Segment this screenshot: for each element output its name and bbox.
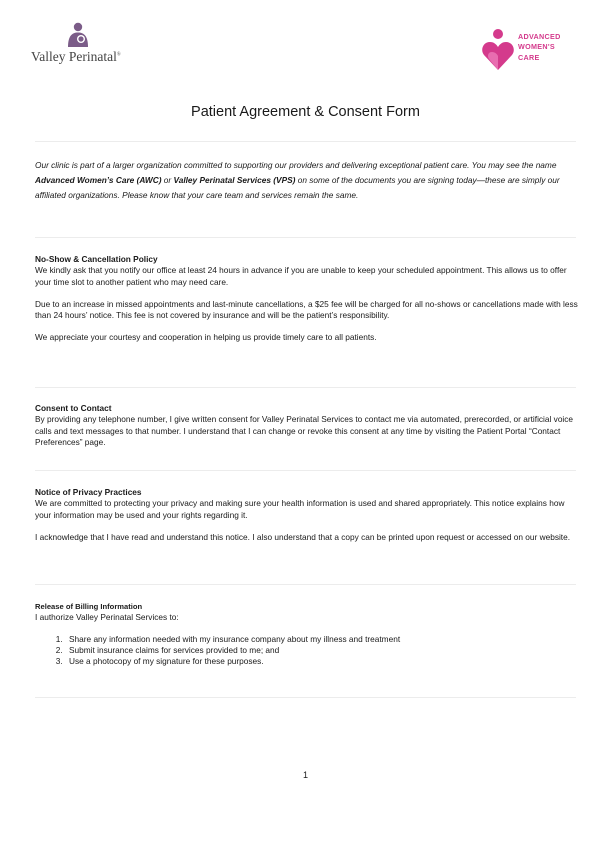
list-item: 2. Submit insurance claims for services provided to me; and (65, 645, 580, 656)
privacy-section (35, 487, 580, 554)
section-heading: Consent to Contact (35, 403, 112, 413)
page-number: 1 (302, 770, 308, 780)
page-title: Patient Agreement & Consent Form (191, 104, 420, 120)
no-show-section (35, 254, 580, 355)
billing-list (35, 634, 580, 668)
valley-perinatal-wordmark: Valley Perinatal® (31, 49, 121, 64)
list-item: 3. Use a photocopy of my signature for these purposes. (65, 656, 580, 667)
section-heading: Release of Billing Information (35, 602, 143, 611)
billing-section (35, 601, 580, 667)
section-paragraph: I acknowledge that I have read and understand this notice. I also understand that a copy can be printed upon request or accessed on our website. (35, 531, 571, 542)
divider (35, 387, 576, 388)
divider (35, 697, 576, 698)
divider (35, 141, 576, 142)
advanced-womens-care-logo (481, 28, 581, 74)
intro-paragraph: Our clinic is part of a larger organization committed to supporting our providers and delivering exceptional patient care. You may see the name Advanced Women’s Care (AWC) or Valley Perinatal Services (VPS) on some of the documents you are signing today—these are simply our affiliated organizations. Please know that your care team and services remain the same. (35, 160, 560, 200)
section-paragraph: I authorize Valley Perinatal Services to: (35, 612, 179, 623)
heart-figure-icon (481, 28, 515, 72)
consent-section (35, 403, 580, 459)
divider (35, 237, 576, 238)
section-paragraph: We are committed to protecting your privacy and making sure your health information is used and shared appropriately. This notice explains how your information may be used and your rights regarding it. (35, 498, 565, 520)
section-paragraph: We kindly ask that you notify our office at least 24 hours in advance if you are unable to keep your scheduled appointment. This allows us to offer your time slot to another patient who may need care. (35, 265, 567, 287)
section-paragraph: We appreciate your courtesy and cooperation in helping us provide timely care to all patients. (35, 332, 377, 343)
section-paragraph: By providing any telephone number, I give written consent for Valley Perinatal Services to contact me via automated, prerecorded, or artificial voice calls and text messages to that number. I understand that I can change or revoke this consent at any time by visiting the Patient Portal “Contact Preferences” page. (35, 414, 574, 447)
awc-wordmark: ADVANCED WOMEN'S CARE (518, 32, 561, 62)
valley-perinatal-logo (31, 22, 141, 72)
divider (35, 470, 576, 471)
divider (35, 584, 576, 585)
list-item: 1. Share any information needed with my insurance company about my illness and treatment (65, 634, 580, 645)
mother-child-icon (64, 22, 92, 48)
section-heading: No-Show & Cancellation Policy (35, 254, 158, 264)
section-paragraph: Due to an increase in missed appointments and last-minute cancellations, a $25 fee will be charged for all no-shows or cancellations made with less than 24 hours’ notice. This fee is not covered by insurance and will be the patient’s responsibility. (35, 298, 578, 321)
section-heading: Notice of Privacy Practices (35, 487, 142, 497)
